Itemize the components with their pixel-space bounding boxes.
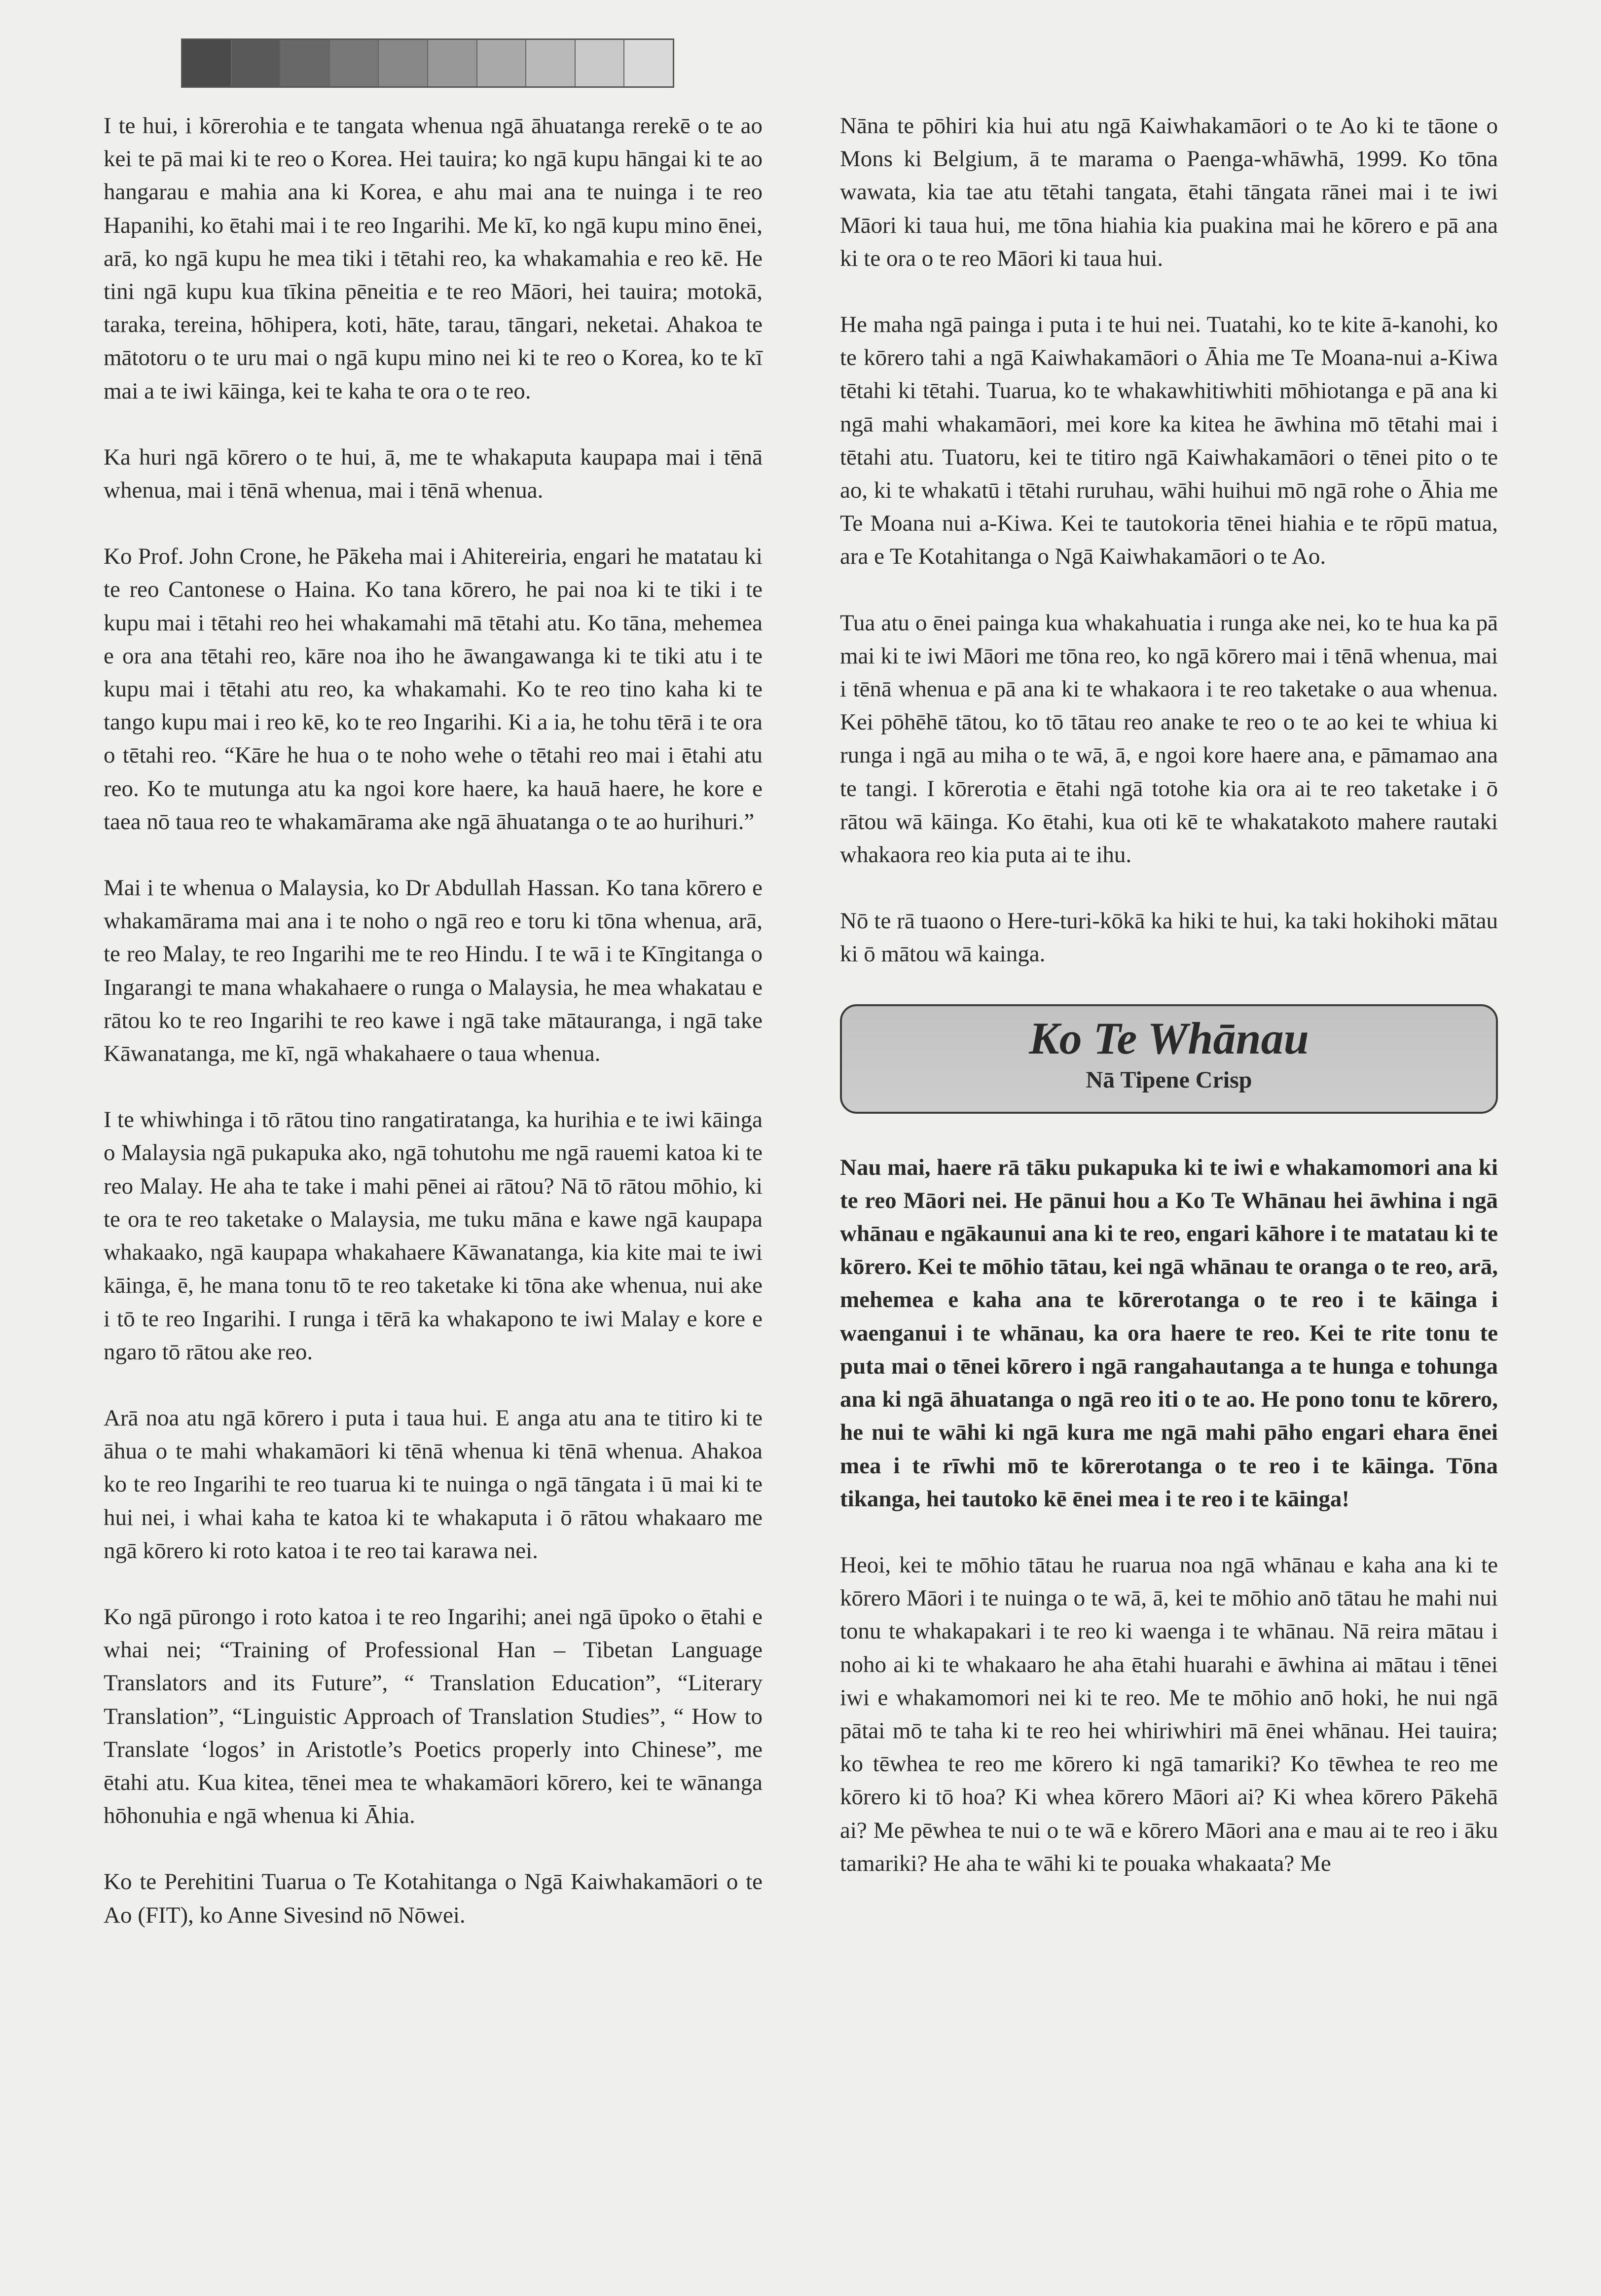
gray-step xyxy=(281,40,330,86)
gray-step xyxy=(330,40,379,86)
gray-step xyxy=(526,40,576,86)
gray-step xyxy=(379,40,428,86)
paragraph: I te whiwhinga i tō rātou tino rangatiratanga, ka hurihia e te iwi kāinga o Malaysia ngā pukapuka ako, ngā tohutohu me ngā rauemi katoa ki te reo Malay. He aha te take i mahi pēnei ai rātou? Nā tō rātou mōhio, ki te ora te reo taketake o Malaysia, me tuku māna e kawe ngā kaupapa whakaako, ngā kaupapa whakahaere Kāwanatanga, kia kite mai te iwi kāinga, ē, he mana tonu tō te reo taketake ki tōna ake whenua, nui ake i tō te reo Ingarihi. I runga i tērā ka whakapono te iwi Malay e kore e ngaro tō rātou ake reo. xyxy=(104,1107,763,1365)
paragraph: Nāna te pōhiri kia hui atu ngā Kaiwhakamāori o te Ao ki te tāone o Mons ki Belgium, ā te marama o Paenga-whāwhā, 1999. Ko tōna wawata, kia tae atu tētahi tangata, ētahi tāngata rānei mai i te iwi Māori ki taua hui, me tōna hiahia kia puakina mai he kōrero e pā ana ki te ora o te reo Māori ki taua hui. xyxy=(840,113,1498,271)
right-column xyxy=(840,109,1498,1913)
gray-step xyxy=(182,40,232,86)
paragraph: Ka huri ngā kōrero o te hui, ā, me te whakaputa kaupapa mai i tēnā whenua, mai i tēnā whenua, mai i tēnā whenua. xyxy=(104,444,763,504)
paragraph: Nō te rā tuaono o Here-turi-kōkā ka hiki te hui, ka taki hokihoki mātau ki ō mātou wā kainga. xyxy=(840,908,1498,967)
paragraph: Mai i te whenua o Malaysia, ko Dr Abdullah Hassan. Ko tana kōrero e whakamārama mai ana i te noho o ngā reo e toru ki tōna whenua, arā, te reo Malay, te reo Ingarihi me te reo Hindu. I te wā i te Kīngitanga o Ingarangi te mana whakahaere o runga o Malaysia, he mea whakatau e rātou ko te reo Ingarihi te reo kawe i ngā take mātauranga, i ngā take Kāwanatanga, me kī, ngā whakahaere o taua whenua. xyxy=(104,875,763,1067)
paragraph: He maha ngā painga i puta i te hui nei. Tuatahi, ko te kite ā-kanohi, ko te kōrero tahi a ngā Kaiwhakamāori o Āhia me Te Moana-nui a-Kiwa tētahi ki tētahi. Tuarua, ko te whakawhitiwhiti mōhiotanga e pā ana ki ngā mahi whakamāori, mei kore ka kitea he āwhina mō tētahi mai i tētahi atu. Tuatoru, kei te titiro ngā Kaiwhakamāori o tēnei pito o te ao, ki te whakatū i tētahi ruruhau, wāhi huihui mō ngā rohe o Āhia me Te Moana nui a-Kiwa. Kei te tautokoria tēnei hiahia e te rōpū matua, ara e Te Kotahitanga o Ngā Kaiwhakamāori o te Ao. xyxy=(840,312,1498,570)
left-column xyxy=(104,109,763,1965)
paragraph: Tua atu o ēnei painga kua whakahuatia i runga ake nei, ko te hua ka pā mai ki te iwi Māori me tōna reo, ko ngā kōrero mai i tēnā whenua, mai i tēnā whenua e pā ana ki te whakaora i te reo taketake o aua whenua. Kei pōhēhē tātou, ko tō tātau reo anake te reo o te ao kei te whiua ki runga i ngā au miha o te wā, ā, e ngoi kore haere ana, e pāmamao ana te tangi. I kōrerotia e ētahi ngā totohe kia ora ai te reo taketake i ō rātou wā kāinga. Ko ētahi, kua oti kē te whakatakoto mahere rautaki whakaora reo kia puta ai te ihu. xyxy=(840,610,1498,868)
grayscale-calibration-bar xyxy=(181,38,674,88)
paragraph: Ko te Perehitini Tuarua o Te Kotahitanga o Ngā Kaiwhakamāori o te Ao (FIT), ko Anne Sivesind nō Nōwei. xyxy=(104,1869,763,1928)
section-title: Ko Te Whānau xyxy=(1029,1013,1309,1063)
gray-step xyxy=(428,40,477,86)
section-title-box xyxy=(840,1004,1498,1114)
gray-step xyxy=(232,40,281,86)
paragraph: Arā noa atu ngā kōrero i puta i taua hui. E anga atu ana te titiro ki te āhua o te mahi whakamāori ki tēnā whenua ki tēnā whenua. Ahakoa ko te reo Ingarihi te reo tuarua ki te nuinga o ngā tāngata i ū mai ki te hui nei, i whai kaha te katoa ki te whakaputa i ō rātou whakaaro me ngā kōrero ki roto katoa i te reo tai karawa nei. xyxy=(104,1405,763,1564)
paragraph: Heoi, kei te mōhio tātau he ruarua noa ngā whānau e kaha ana ki te kōrero Māori i te nuinga o te wā, ā, kei te mōhio anō tātau he mahi nui tonu te whakapakari i te reo ki waenga i te whānau. Nā reira mātau i noho ai ki te whakaaro he aha ētahi huarahi e āwhina ai mātau i tēnei iwi e whakamomori nei ki te reo. Me te mōhio anō hoki, he nui ngā pātai mō te taha ki te reo hei whiriwhiri mā ēnei whānau. Hei tauira; ko tēwhea te reo me kōrero ki ngā tamariki? Ko tēwhea te reo me kōrero ki tō hoa? Ki whea kōrero Māori ai? Ki whea kōrero Pākehā ai? Me pēwhea te nui o te wā e kōrero Māori ana e mau ai te reo i āku tamariki? He aha te wāhi ki te pouaka whakaata? Me xyxy=(840,1552,1498,1876)
author-byline: Nā Tipene Crisp xyxy=(1086,1066,1252,1093)
gray-step xyxy=(624,40,673,86)
gray-step xyxy=(477,40,527,86)
paragraph: I te hui, i kōrerohia e te tangata whenua ngā āhuatanga rerekē o te ao kei te pā mai ki te reo o Korea. Hei tauira; ko ngā kupu hāngai ki te ao hangarau e mahia ana ki Korea, e ahu mai ana te nuinga i te reo Hapanihi, ko ētahi mai i te reo Ingarihi. Me kī, ko ngā kupu mino ēnei, arā, ko ngā kupu he mea tiki i tētahi reo, ka whakamahia e reo kē. He tini ngā kupu kua tīkina pēneitia e te reo Māori, hei tauira; motokā, taraka, tereina, hōhipera, koti, hāte, tarau, tāngari, neketai. Ahakoa te mātotoru o te uru mai o ngā kupu mino nei ki te reo o Korea, ko te kī mai a te iwi kāinga, kei te kaha te ora o te reo. xyxy=(104,113,763,404)
paragraph: Ko Prof. John Crone, he Pākeha mai i Ahitereiria, engari he matatau ki te reo Cantonese o Haina. Ko tana kōrero, he pai noa ki te tiki i te kupu mai i tētahi reo hei whakamahi mā tētahi atu. Ko tāna, mehemea e ora ana tētahi reo, kāre noa iho he āwangawanga ki te tiki atu i te kupu mai i tētahi atu reo, ka whakamahi. Ko te reo tino kaha ki te tango kupu mai i reo kē, ko te reo Ingarihi. Ki a ia, he tohu tērā i te ora o tētahi reo. “Kāre he hua o te noho wehe o tētahi reo mai i ētahi atu reo. Ko te mutunga atu ka ngoi kore haere, ka hauā haere, he kore e taea nō taua reo te whakamārama ake ngā āhuatanga o te ao hurihuri.” xyxy=(104,544,763,835)
paragraph: Ko ngā pūrongo i roto katoa i te reo Ingarihi; anei ngā ūpoko o ētahi e whai nei; “Training of Professional Han – Tibetan Language Translators and its Future”, “ Translation Education”, “Literary Translation”, “Linguistic Approach of Translation Studies”, “ How to Translate ‘logos’ in Aristotle’s Poetics properly into Chinese”, me ētahi atu. Kua kitea, tēnei mea te whakamāori kōrero, kei te wānanga hōhonuhia e ngā whenua ki Āhia. xyxy=(104,1604,763,1829)
gray-step xyxy=(576,40,625,86)
intro-paragraph: Nau mai, haere rā tāku pukapuka ki te iwi e whakamomori ana ki te reo Māori nei. He pānui hou a Ko Te Whānau hei āwhina i ngā whānau e ngākaunui ana ki te reo, engari kāhore i te matatau ki te kōrero. Kei te mōhio tātau, kei ngā whānau te oranga o te reo, arā, mehemea e kaha ana te kōrerotanga o te reo i te kāinga i waenganui i te whānau, ka ora haere te reo. Kei te rite tonu te puta mai o tēnei kōrero i ngā rangahautanga a te hunga e tohunga ana ki ngā āhuatanga o ngā reo iti o te ao. He pono tonu te kōrero, he nui te wāhi ki ngā kura me ngā mahi pāho engari ehara ēnei mea i te rīwhi mō te kōrerotanga o te reo i te kāinga. Tōna tikanga, hei tautoko kē ēnei mea i te reo i te kāinga! xyxy=(840,1154,1498,1512)
